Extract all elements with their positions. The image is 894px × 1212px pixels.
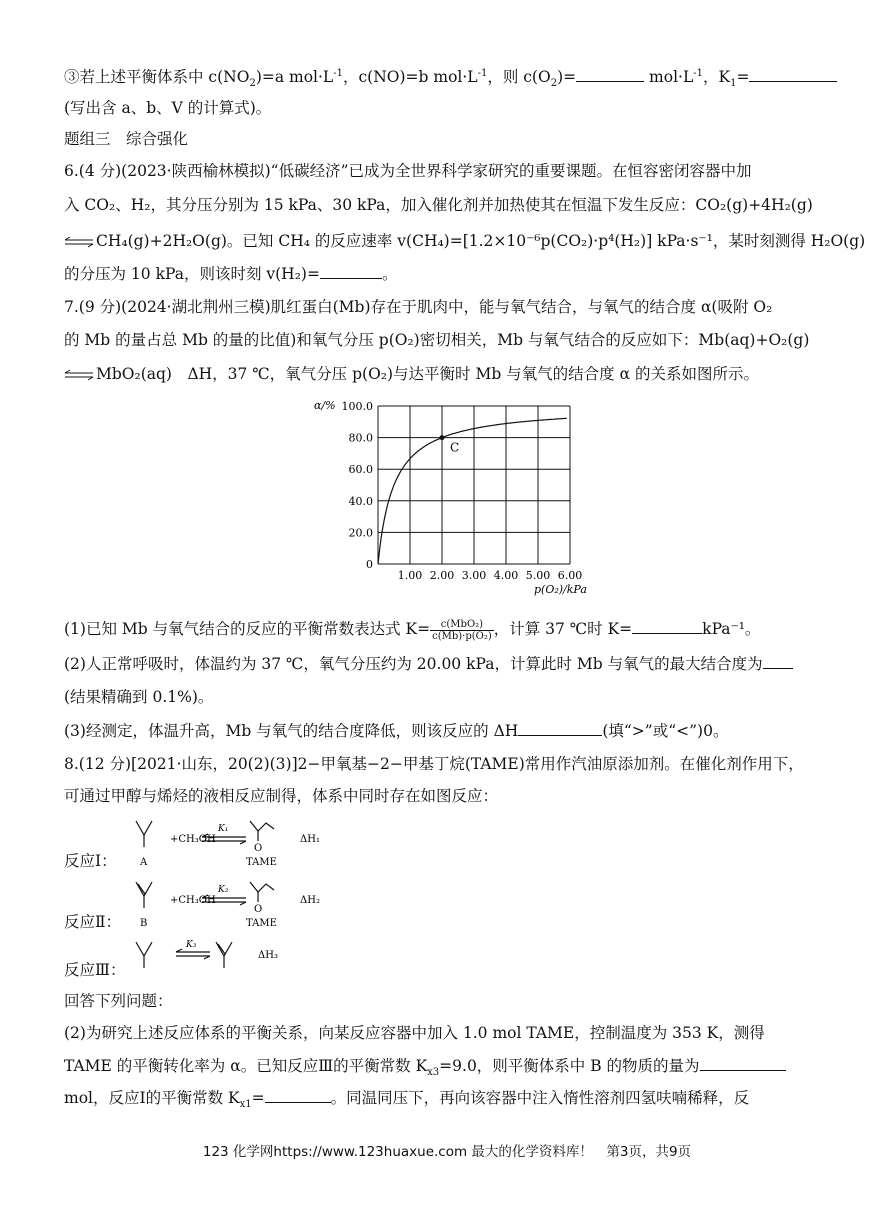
q8-part2-line3: mol，反应Ⅰ的平衡常数 $K_{x1}=$ 。同温同压下，再向该容器中注入惰性溶剂四氢呋喃稀释，反 [64,1089,750,1111]
reaction-1-label: 反应Ⅰ： [64,852,117,870]
x-axis-label: p(O₂)/kPa [534,583,587,596]
molecule-a-icon [136,821,152,835]
reaction-2-label: 反应Ⅱ： [64,913,122,931]
point-c-marker [440,435,445,440]
svg-text:ΔH₂: ΔH₂ [300,895,320,906]
q7-line2: 的 Mb 的量占总 Mb 的量的比值)和氧气分压 p(O₂)密切相关，Mb 与氧气结合的反应如下：Mb(aq)+O₂(g) [64,331,810,349]
equilibrium-arrow-icon [64,236,94,248]
y-axis-label: α/% [314,399,336,412]
svg-text:TAME: TAME [246,857,277,868]
page-footer: 123 化学网https://www.123huaxue.com 最大的化学资料库！ 第3页，共9页 [202,1144,692,1160]
x-tick-label: 3.00 [461,569,487,582]
svg-text:K₃: K₃ [186,940,197,950]
q6-line1: 6.(4 分)(2023·陕西榆林模拟)“低碳经济”已成为全世界科学家研究的重要课题。在恒容密闭容器中加 [64,162,752,180]
q8-part2-line1: (2)为研究上述反应体系的平衡关系，向某反应容器中加入 1.0 mol TAME，控制温度为 353 K，测得 [64,1024,765,1042]
reaction-3-scheme [130,936,310,976]
x-tick-label: 4.00 [493,569,519,582]
svg-text:K₁: K₁ [218,824,229,834]
svg-text:A: A [140,857,148,868]
q7-line1: 7.(9 分)(2024·湖北荆州三模)肌红蛋白(Mb)存在于肌肉中，能与氧气结合，与氧气的结合度 α(吸附 O₂ [64,298,773,316]
svg-text:+CH₃OH: +CH₃OH [170,834,216,845]
x-tick-label: 5.00 [525,569,551,582]
reaction-2-scheme [130,876,350,936]
q8-answer-prompt: 回答下列问题： [64,992,173,1010]
y-tick-label: 0 [366,558,373,571]
equilibrium-arrow-icon [64,369,94,381]
x-tick-label: 1.00 [397,569,423,582]
q7-part3: (3)经测定，体温升高，Mb 与氧气的结合度降低，则该反应的 ΔH (填“>”或“<”)0。 [64,722,729,740]
svg-text:ΔH₃: ΔH₃ [258,950,278,961]
reaction-1-scheme [130,815,350,875]
svg-text:B: B [140,918,148,929]
x-tick-label: 2.00 [429,569,455,582]
q5-line1: ③若上述平衡体系中 $c(NO_2)=a$ $mol\cdot L^{-1}$，c(NO)=b $mol\cdot L^{-1}$，则 $c(O_2)= mol\cdot L^{-1}$，$K_1=$ [64,66,837,88]
q7-line3: MbO₂(aq) ΔH，37 ℃，氧气分压 p(O₂)与达平衡时 Mb 与氧气的结合度 α 的关系如图所示。 [64,363,759,385]
svg-text:O: O [254,904,263,915]
k-fraction: $\frac{\text{c(MbO₂)}}{\text{c(Mb)·p(O₂)}}$ [432,618,492,642]
svg-text:O: O [254,843,263,854]
molecule-a-icon [136,942,152,956]
group3-heading: 题组三 综合强化 [64,130,189,148]
y-tick-label: 80.0 [348,431,373,445]
svg-text:K₂: K₂ [218,885,229,895]
x-tick-label: 6.00 [557,569,583,582]
q7-part1: (1)已知 Mb 与氧气结合的反应的平衡常数表达式 K= $\frac{\text{c(MbO₂)}}{\text{c(Mb)·p(O₂)}}$ ，计算 37 ℃时 K= kPa⁻¹。 [64,618,761,642]
y-tick-label: 20.0 [348,526,373,540]
svg-text:TAME: TAME [246,918,277,929]
q6-line4: 的分压为 10 kPa，则该时刻 v(H₂)= 。 [64,265,398,283]
q8-line1: 8.(12 分)[2021·山东，20(2)(3)]2−甲氧基−2−甲基丁烷(TAME)常用作汽油原添加剂。在催化剂作用下， [64,755,804,773]
q7-part2-line1: (2)人正常呼吸时，体温约为 37 ℃，氧气分压约为 20.00 kPa，计算此时 Mb 与氧气的最大结合度为 [64,653,793,675]
y-tick-label: 60.0 [348,463,373,477]
chart-grid [378,406,570,564]
q8-part2-line2: TAME 的平衡转化率为 α。已知反应Ⅲ的平衡常数 $K_{x3}=9.0$，则平衡体系中 B 的物质的量为 [64,1055,786,1077]
svg-text:ΔH₁: ΔH₁ [300,834,320,845]
q8-line2: 可通过甲醇与烯烃的液相反应制得，体系中同时存在如图反应： [64,787,499,805]
svg-text:+CH₃OH: +CH₃OH [170,895,216,906]
y-tick-label: 40.0 [348,494,373,508]
q6-line2: 入 CO₂、H₂，其分压分别为 15 kPa、30 kPa，加入催化剂并加热使其在恒温下发生反应：CO₂(g)+4H₂(g) [64,196,813,214]
reaction-3-label: 反应Ⅲ： [64,961,126,979]
q5-line2: (写出含 a、b、V 的计算式)。 [64,99,272,117]
q6-line3: CH₄(g)+2H₂O(g)。已知 CH₄ 的反应速率 v(CH₄)=[1.2×10⁻⁶p(CO₂)·p⁴(H₂)] kPa·s⁻¹，某时刻测得 H₂O(g) [64,230,865,252]
y-tick-label: 100.0 [341,400,373,413]
point-c-label: C [450,440,460,455]
q7-part2-line2: (结果精确到 0.1%)。 [64,688,214,706]
binding-degree-chart [300,394,600,609]
tame-molecule-icon [250,821,274,831]
tame-molecule-icon [250,882,274,892]
